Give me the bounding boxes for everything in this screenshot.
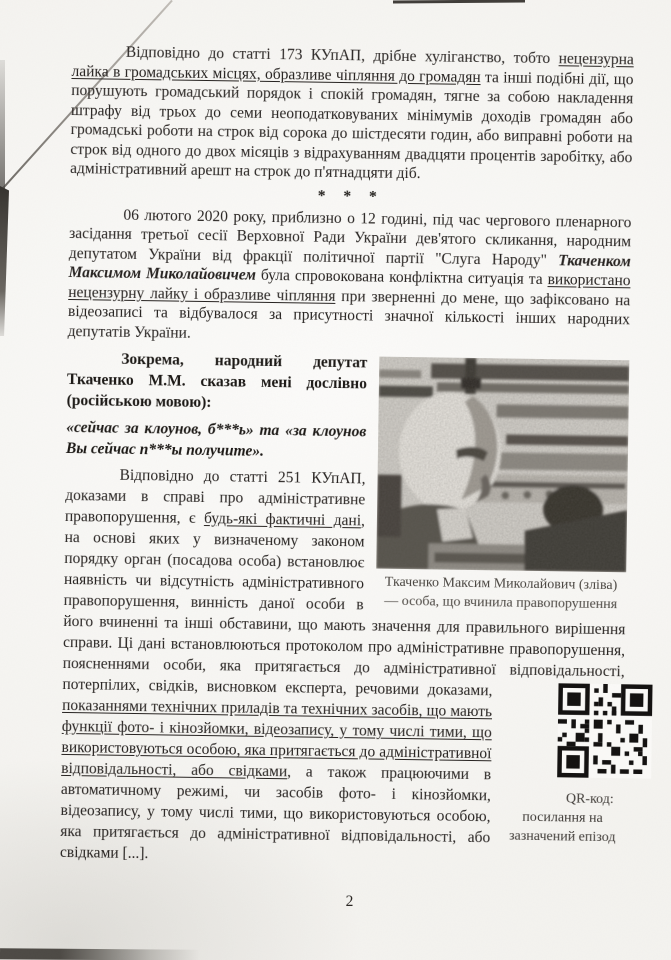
paragraph-incident — [68, 204, 632, 349]
offender-photo — [376, 357, 629, 573]
underlined-text-run: будь-які фактичні дані — [203, 510, 362, 530]
text-run: Відповідно до статті 173 КУпАП, дрібне хуліганство, тобто — [125, 43, 559, 68]
photo-caption: Ткаченко Максим Миколайович (зліва) — особа, що вчинила правопорушення — [384, 574, 618, 612]
text-run: 06 лютого 2020 року, приблизно о 12 годині, під час чергового пленарного засідання третьої сесії Верховної Ради України дев'ятого скликання, народним депутатом України від фракції політичної партії "Слуга Народу" — [68, 206, 632, 269]
underlined-text-run: нецензурна лайка в громадських місцях, образливе чіпляння до громадян — [71, 50, 634, 86]
offender-name-text: Ткаченком Максимом Миколайовичем — [68, 251, 631, 284]
document-content — [60, 42, 634, 871]
underlined-text-run: показаннями технічних приладів та технічних засобів, що мають функції фото- і кінозйомки, відеозапису, у тому числі тими, що використовуються особою, яка притягається до адміністративної відповідальності, або свідками — [61, 696, 493, 781]
text-run: , на основі яких у визначеному законом порядку орган (посадова особа) встановлює наявність чи відсутність адміністративного правопорушення, винність даної особи в його вчиненні та інші обставини, що мають значення для правильного вирішення справи. Ці дані встановлюються протоколом про адміністративне правопорушення, поясненнями особи, яка притягається до адміністративної відповідальності, потерпілих, свідків, висновком експерта, речовими доказами, — [62, 512, 626, 700]
scan-artifact-bottom-edge — [0, 948, 200, 960]
text-run: , а також працюючими в автоматичному режимі, чи засобів фото- і кінозйомки, відеозапису, у тому числі тими, що використовуються особою, яка притягається до адміністративної відповідальності, або свідками [...]. — [59, 763, 492, 863]
underlined-text-run: використано нецензурну лайку і образливе чіпляння — [68, 271, 631, 305]
qr-code-icon — [557, 683, 652, 778]
text-run: та інші подібні дії, що порушують громадський порядок і спокій громадян, тягне за собою накладення штрафу від трьох до семи неоподатковуваних мінімумів доходів громадян або громадські роботи на строк від сорока до шістдесяти годин, або виправні роботи на строк від одного до двох місяців з відрахуванням двадцяти процентів заробітку, або адміністративний арешт на строк до п'ятнадцяти діб. — [69, 68, 634, 183]
lower-section — [60, 348, 630, 871]
qr-block — [502, 682, 624, 847]
page-number: 2 — [345, 893, 354, 910]
text-run: була спровокована конфліктна ситуація та — [255, 266, 548, 289]
text-run: при зверненні до мене, що зафіксовано на відеозаписі та відбувалося за присутності значної кількості інших народних депутатів України. — [67, 287, 631, 342]
scan-artifact-left-edge — [0, 186, 9, 336]
paragraph-article-173 — [70, 42, 634, 187]
section-separator: * * * — [317, 187, 384, 206]
text-run: Відповідно до статті 251 КУпАП, доказами в справі про адміністративне правопорушення, є — [64, 466, 366, 528]
scan-artifact-top-edge — [393, 0, 525, 3]
photo-figure — [376, 357, 630, 615]
qr-caption: QR-код: посилання на зазначений епізод — [508, 791, 616, 846]
scan-artifact-left-shadow — [0, 60, 5, 190]
statement-quote: «сейчас за клоунов, б***ь» та «за клоунов Вы сейчас п***ы получите». — [65, 418, 367, 460]
statement-intro: Зокрема, народний депутат Ткаченко М.М. сказав мені дослівно (російською мовою): — [66, 350, 368, 412]
